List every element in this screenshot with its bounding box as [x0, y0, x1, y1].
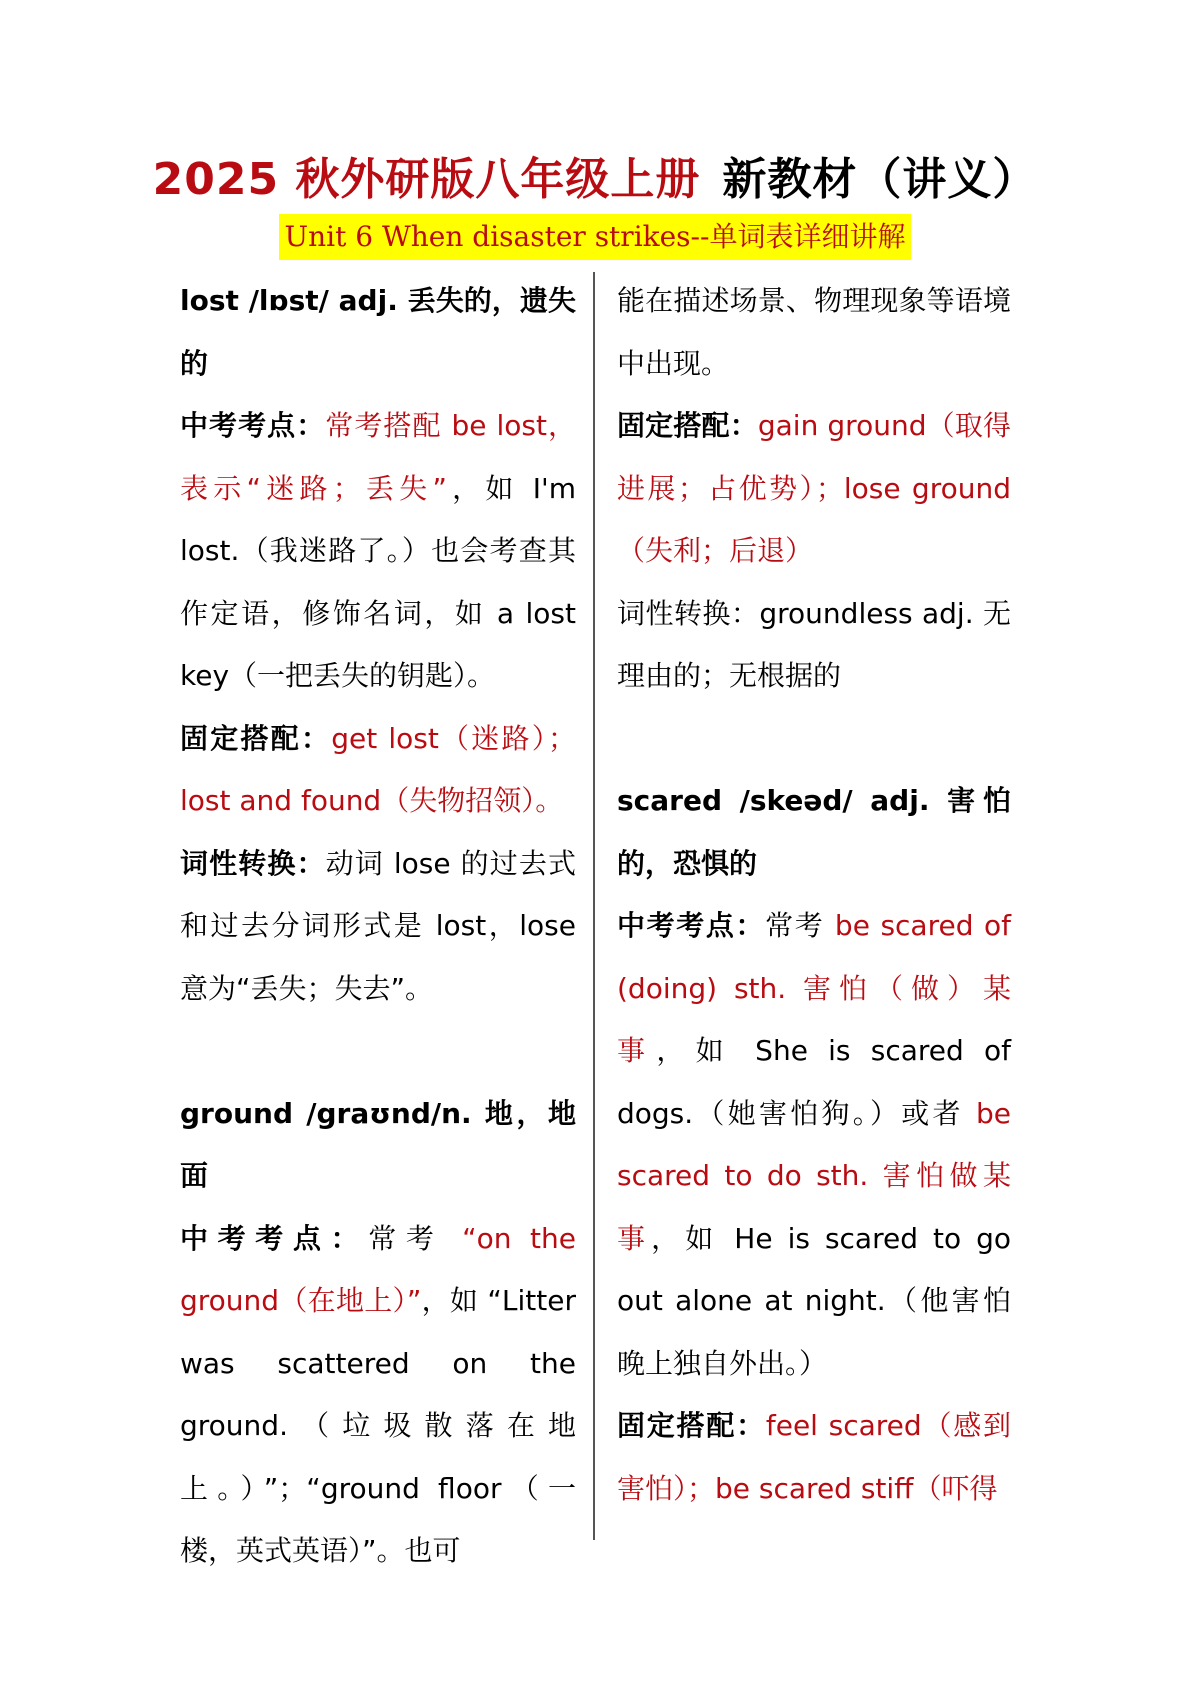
- phrase-label: 固定搭配：: [617, 1409, 766, 1442]
- ground-continued: 能在描述场景、物理现象等语境中出现。: [617, 284, 1011, 380]
- pos-text: 动词 lose 的过去式和过去分词形式是 lost，lose 意为“丢失；失去”。: [180, 846, 576, 1005]
- exam-text: 常考: [765, 909, 835, 942]
- exam-point-lost: [180, 395, 576, 708]
- phrase-highlight: get lost（迷路）；lost and found（失物招领）。: [180, 721, 576, 817]
- pos-change-ground: 词性转换：groundless adj. 无理由的；无根据的: [617, 596, 1011, 692]
- subtitle-row: [0, 214, 1190, 260]
- phrase-highlight: gain ground（取得进展；占优势）；lose ground（失利；后退）: [617, 409, 1011, 567]
- column-divider: [593, 272, 595, 1540]
- phrases-lost: [180, 708, 576, 833]
- pos-label: 词性转换：: [180, 846, 326, 880]
- title-red: 2025 秋外研版八年级上册: [152, 154, 701, 205]
- exam-text: ，如 He is scared to go out alone at night.（他害怕晚上独自外出。）: [617, 1221, 1011, 1380]
- exam-text: ，如 “Litter was scattered on the ground.（垃圾散落在地上。）”；“ground floor（一楼，英式英语）”。也可: [180, 1284, 576, 1567]
- phrases-scared: [617, 1395, 1011, 1520]
- exam-highlight: be scared of (doing) sth. 害怕（做）某事: [617, 909, 1011, 1067]
- entry-head-ground: ground /graʊnd/n. 地，地面: [180, 1096, 576, 1192]
- exam-point-ground: [180, 1208, 576, 1583]
- left-column: [180, 270, 576, 1583]
- exam-highlight: 常考搭配 be lost，表示“迷路；丢失”: [180, 409, 576, 505]
- exam-label: 中考考点：: [617, 909, 766, 942]
- exam-highlight: be scared to do sth. 害怕做某事: [617, 1096, 1011, 1255]
- exam-text: ，如 She is scared of dogs.（她害怕狗。）或者: [617, 1034, 1011, 1130]
- phrase-label: 固定搭配：: [617, 409, 758, 442]
- exam-text: ，如 I'm lost.（我迷路了。）也会考查其作定语，修饰名词，如 a lost key（一把丢失的钥匙）。: [180, 471, 577, 692]
- exam-label: 中考考点：: [180, 409, 326, 442]
- phrases-ground: [617, 395, 1011, 583]
- exam-point-scared: [617, 895, 1011, 1395]
- entry-head-scared: scared /skeəd/ adj. 害怕的，恐惧的: [617, 784, 1011, 880]
- entry-head-lost: lost /lɒst/ adj. 丢失的，遗失的: [180, 284, 576, 380]
- unit-subtitle: Unit 6 When disaster strikes--单词表详细讲解: [279, 214, 912, 260]
- spacer: [617, 708, 1011, 771]
- exam-label: 中考考点：: [180, 1221, 369, 1255]
- pos-change-lost: [180, 833, 576, 1021]
- spacer: [180, 1020, 576, 1083]
- phrase-highlight: feel scared（感到害怕）；be scared stiff（吓得: [617, 1409, 1011, 1505]
- phrase-label: 固定搭配：: [180, 721, 332, 755]
- right-column: [617, 270, 1011, 1520]
- exam-highlight: “on the ground（在地上）”: [180, 1221, 576, 1317]
- page-title: [0, 150, 1190, 210]
- exam-text: 常考: [368, 1221, 463, 1255]
- title-black: 新教材（讲义）: [722, 154, 1038, 205]
